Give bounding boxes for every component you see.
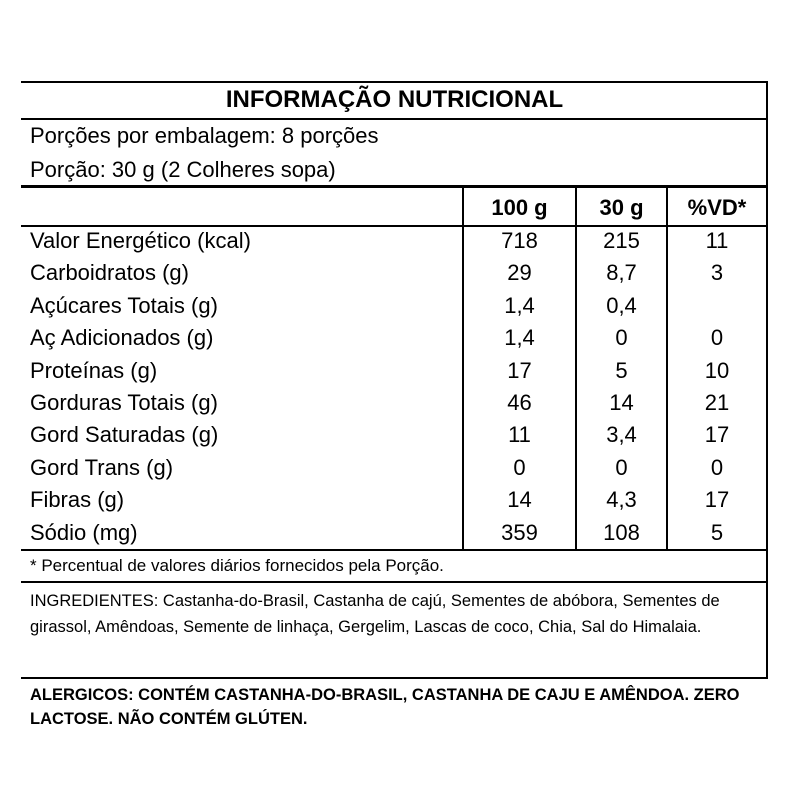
nutrient-name: Valor Energético (kcal) (30, 228, 251, 253)
nutrient-name: Aç Adicionados (g) (30, 325, 214, 350)
nutrient-name: Gorduras Totais (g) (30, 390, 218, 415)
nutrient-name: Gord Trans (g) (30, 455, 174, 480)
nutrient-value-v100: 17 (507, 358, 532, 383)
nutrient-value-v30: 215 (603, 228, 640, 253)
nutrient-value-v100: 718 (501, 228, 538, 253)
nutrient-value-v30: 14 (609, 390, 634, 415)
nutrient-value-vd: 17 (704, 487, 730, 512)
nutrient-value-vd: 5 (710, 520, 724, 545)
nutrient-name: Gord Saturadas (g) (30, 422, 219, 447)
rule-top (21, 81, 768, 83)
col-header-vd: %VD* (687, 195, 747, 220)
nutrient-value-vd: 17 (704, 422, 730, 447)
nutrient-value-vd: 0 (710, 325, 724, 350)
nutrient-name: Proteínas (g) (30, 358, 158, 383)
nutrient-value-v100: 14 (507, 487, 532, 512)
nutrient-value-v30: 8,7 (606, 260, 637, 285)
nutrient-value-vd: 21 (704, 390, 730, 415)
nutrient-value-v100: 1,4 (504, 325, 535, 350)
nutrient-value-v100: 29 (507, 260, 532, 285)
nutrient-name: Fibras (g) (30, 487, 125, 512)
nutrient-name: Açúcares Totais (g) (30, 293, 218, 318)
nutrient-value-v30: 108 (603, 520, 640, 545)
col-header-100g: 100 g (491, 195, 548, 220)
nutrient-value-v30: 0,4 (606, 293, 637, 318)
label-title: INFORMAÇÃO NUTRICIONAL (225, 86, 564, 113)
nutrient-value-vd: 3 (710, 260, 724, 285)
nutrient-value-v30: 4,3 (606, 487, 637, 512)
allergen-statement: ALERGICOS: CONTÉM CASTANHA-DO-BRASIL, CASTANHA DE CAJU E AMÊNDOA. ZERO LACTOSE. NÃO CONTÉM GLÚTEN. (30, 686, 740, 728)
col-header-30g: 30 g (599, 195, 644, 220)
nutrition-label (21, 81, 768, 679)
footnote: * Percentual de valores diários fornecidos pela Porção. (30, 556, 444, 575)
rule-under-title (21, 118, 768, 120)
nutrient-value-v100: 359 (501, 520, 538, 545)
nutrient-name: Carboidratos (g) (30, 260, 189, 285)
rule-under-serving (21, 185, 768, 188)
nutrient-value-v30: 3,4 (606, 422, 637, 447)
nutrient-value-vd: 0 (710, 455, 724, 480)
nutrient-value-v30: 5 (615, 358, 628, 383)
rule-under-table (21, 549, 768, 551)
nutrient-value-vd: 10 (704, 358, 730, 383)
nutrient-value-v100: 11 (508, 422, 531, 447)
rule-under-footnote (21, 581, 768, 583)
rule-right (766, 81, 768, 679)
nutrient-value-v100: 1,4 (504, 293, 535, 318)
nutrient-value-v100: 0 (513, 455, 526, 480)
serving-size: Porção: 30 g (2 Colheres sopa) (30, 157, 336, 182)
nutrient-value-vd: 11 (705, 228, 729, 253)
nutrient-name: Sódio (mg) (30, 520, 138, 545)
nutrient-value-v30: 0 (615, 455, 628, 480)
nutrient-value-v100: 46 (507, 390, 532, 415)
servings-per-package: Porções por embalagem: 8 porções (30, 123, 379, 148)
nutrient-value-v30: 0 (615, 325, 628, 350)
rule-bottom (21, 677, 768, 679)
rule-under-header (21, 225, 768, 227)
ingredients: INGREDIENTES: Castanha-do-Brasil, Castanha de cajú, Sementes de abóbora, Sementes de girassol, Amêndoas, Semente de linhaça, Gergelim, Lascas de coco, Chia, Sal do Himalaia. (30, 592, 720, 636)
